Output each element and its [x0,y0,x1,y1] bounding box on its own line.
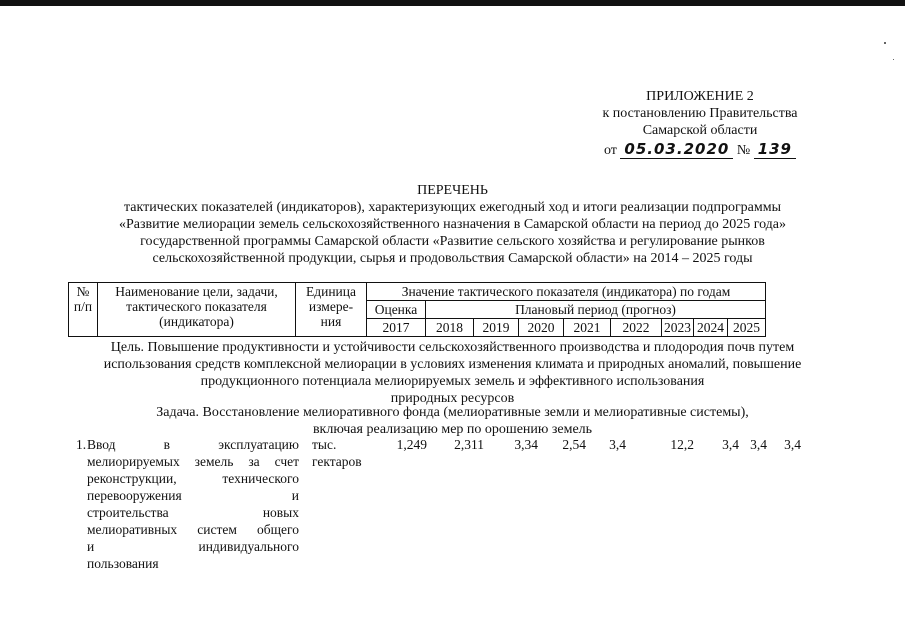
year-cell: 2018 [426,319,474,337]
task-line: включая реализацию мер по орошению земель [312,422,593,437]
year-cell: 2019 [474,319,519,337]
scan-speck [884,42,886,44]
handwritten-number: 139 [754,140,796,159]
num-header-line: № [76,284,90,299]
value-2019: 3,34 [514,437,538,452]
indicator-unit [312,436,362,470]
goal-line: использования средств комплексной мелиорации в условиях изменения климата и природных аномалий, повышение [103,357,802,372]
year-cell: 2025 [728,319,766,337]
appendix-title: ПРИЛОЖЕНИЕ 2 [646,89,754,104]
estimate-header: Оценка [367,301,426,319]
indicator-name-line: реконструкции, технического [87,471,299,486]
year-cell: 2020 [519,319,564,337]
document-title [40,182,865,267]
indicator-table-header [68,282,766,337]
name-header-line: тактического показателя [126,299,267,314]
goal-section [20,339,885,407]
task-section [20,404,885,438]
indicator-name-line: мелиорируемых земель за счет [87,454,299,469]
value-2018: 2,311 [454,437,484,452]
values-caption: Значение тактического показателя (индикатора) по годам [367,283,766,301]
year-cell: 2024 [694,319,728,337]
unit-line: гектаров [312,454,362,469]
indicator-name-line: перевооружения и [87,488,299,503]
value-2025: 3,4 [784,437,801,452]
year-cell: 2022 [611,319,662,337]
date-prefix: от [603,143,617,158]
handwritten-date: 05.03.2020 [620,140,733,159]
unit-header-line: ния [320,314,342,329]
task-line: Задача. Восстановление мелиоративного фонда (мелиоративные земли и мелиоративные системы), [156,405,749,420]
goal-line: продукционного потенциала мелиорируемых земель и эффективного использования [200,374,705,389]
value-2021: 3,4 [609,437,626,452]
indicator-name [87,436,299,572]
name-header-line: Наименование цели, задачи, [115,284,278,299]
number-prefix: № [736,143,751,158]
indicator-name-line: строительства новых [87,505,299,520]
plan-period-header: Плановый период (прогноз) [426,301,766,319]
year-cell: 2021 [564,319,611,337]
num-header-line: п/п [73,299,93,314]
value-2022: 12,2 [670,437,694,452]
appendix-line: к постановлению Правительства [602,106,798,121]
title-heading: ПЕРЕЧЕНЬ [417,183,488,198]
value-2020: 2,54 [562,437,586,452]
appendix-date-line [604,141,796,159]
unit-header-line: измере- [308,299,354,314]
title-line: сельскохозяйственной продукции, сырья и продовольствия Самарской области» на 2014 – 2025 годы [152,251,753,266]
name-header-line: (индикатора) [159,314,234,329]
goal-line: природных ресурсов [390,391,515,406]
year-cell: 2017 [367,319,426,337]
goal-line: Цель. Повышение продуктивности и устойчивости сельскохозяйственного производства и плодородия почв путем [110,340,795,355]
scan-border-top [0,0,905,6]
title-line: государственной программы Самарской области «Развитие сельского хозяйства и регулирование рынков [140,234,765,249]
indicator-name-line: Ввод в эксплуатацию [87,437,299,452]
unit-line: тыс. [312,437,337,452]
row-number: 1. [76,437,87,452]
title-line: тактических показателей (индикаторов), характеризующих ежегодный ход и итоги реализации подпрограммы [123,200,782,215]
appendix-block [560,88,840,159]
value-2024: 3,4 [750,437,767,452]
title-line: «Развитие мелиорации земель сельскохозяйственного назначения в Самарской области на период до 2025 года» [118,217,787,232]
col-num-header [69,283,98,337]
value-2023: 3,4 [722,437,739,452]
value-2017: 1,249 [396,437,427,452]
indicator-name-line: пользования [87,556,159,571]
unit-header-line: Единица [305,284,356,299]
indicator-name-line: мелиоративных систем общего [87,522,299,537]
indicator-name-line: и индивидуального [87,539,299,554]
col-name-header [98,283,296,337]
appendix-line: Самарской области [642,123,758,138]
year-cell: 2023 [662,319,694,337]
col-unit-header [296,283,367,337]
scan-speck [893,59,894,60]
